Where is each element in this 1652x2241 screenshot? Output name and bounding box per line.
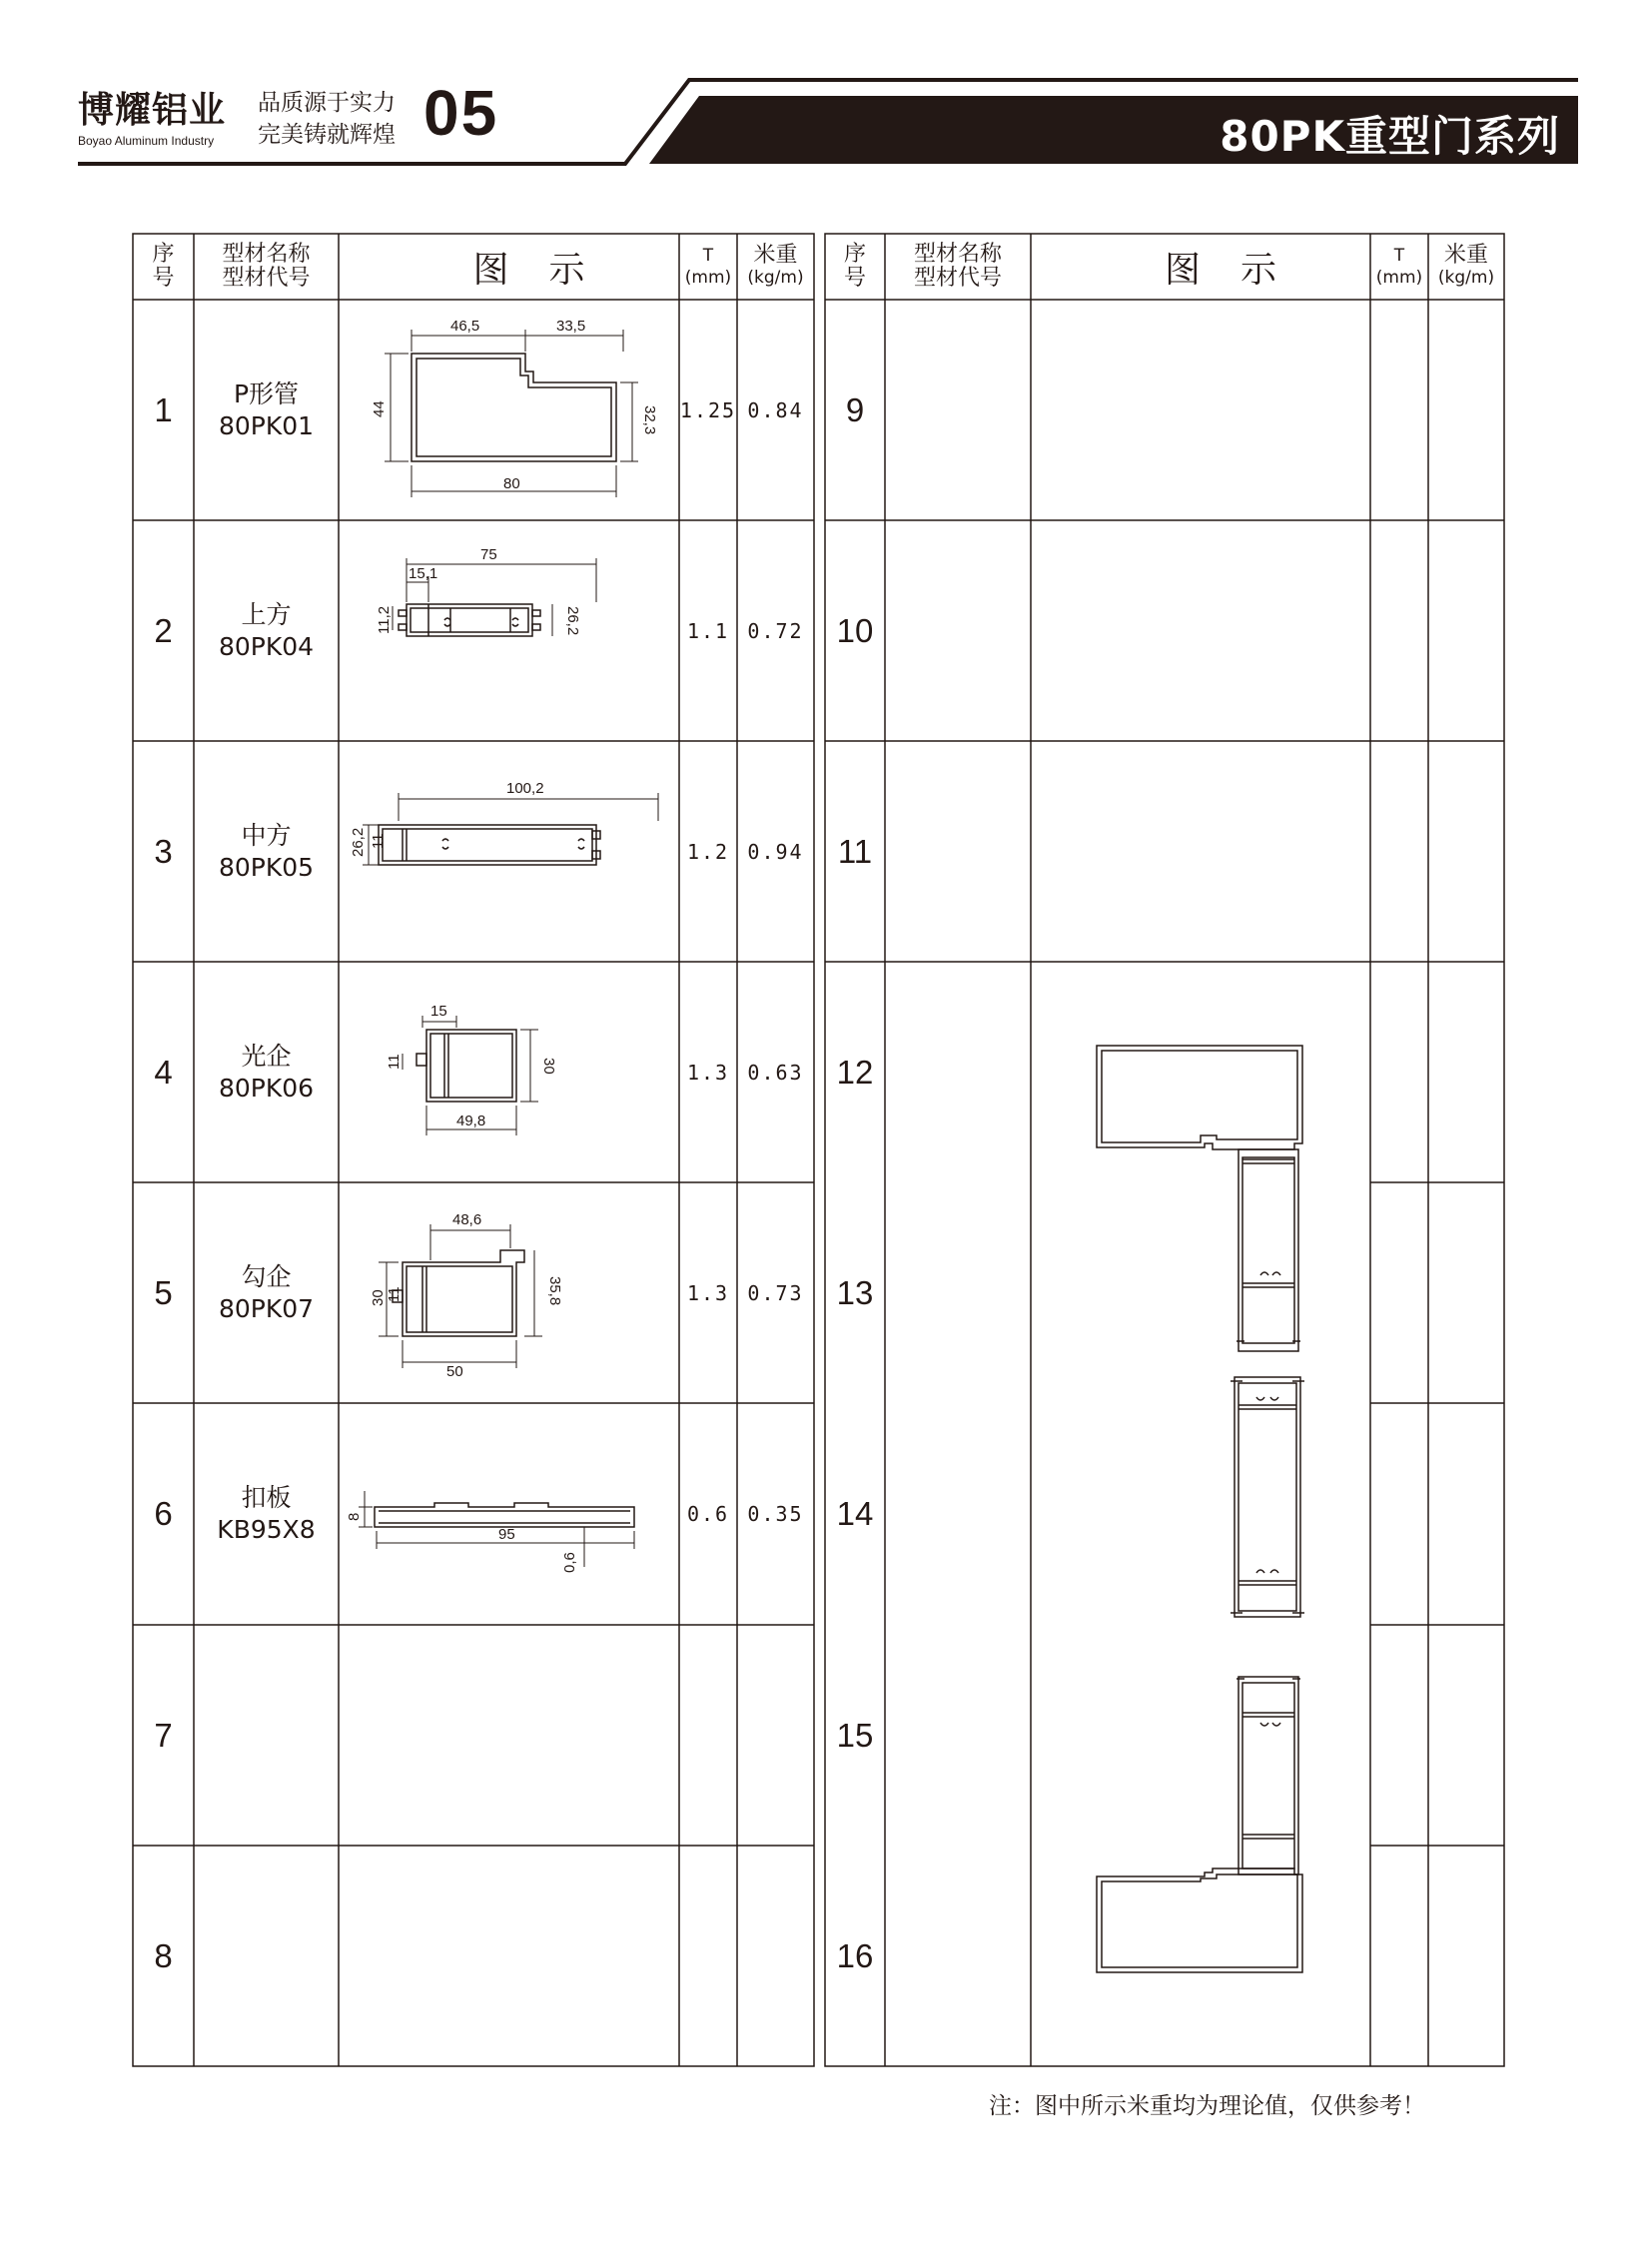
profile-drawing-p07 [339,1182,679,1403]
dim-label: 11,2 [376,605,393,634]
dim-label: 15,1 [409,565,438,582]
weight-value: 0.63 [747,1060,804,1085]
row-number: 9 [845,390,865,428]
dim-label: 30 [540,1058,557,1075]
header-seq: 序 号 [152,242,175,291]
row-number: 8 [154,1936,173,1974]
row-number: 12 [836,1053,874,1091]
assembly-section-drawing [1031,962,1370,2066]
dim-label: 46,5 [450,318,480,335]
dim-label: 75 [480,546,497,563]
dim-label: 100,2 [506,780,544,797]
profile-drawing-p05 [339,741,679,962]
series-title: 80PK重型门系列 [1220,112,1560,161]
header-name: 型材名称 型材代号 [222,242,311,291]
dim-label: 80 [503,475,520,492]
dim-label: 48,6 [452,1211,482,1228]
row-number: 15 [836,1716,874,1754]
page-number: 05 [423,77,499,149]
dim-label: 49,8 [456,1113,486,1129]
weight-value: 0.94 [747,839,804,864]
weight-value: 0.84 [747,397,804,422]
header-weight: 米重 (kg/m) [747,243,804,288]
profile-drawing-p06 [339,962,679,1182]
brand-name-english: Boyao Aluminum Industry [78,134,215,148]
slogan-line-1: 品质源于实力 [258,90,396,116]
profile-name: 扣板 KB95X8 [217,1483,316,1544]
header-seq-right: 序 号 [843,242,866,291]
row-number: 4 [154,1053,173,1091]
dim-label: 26,2 [350,827,367,857]
thickness-value: 1.3 [686,1060,730,1085]
row-number: 7 [154,1716,173,1754]
dim-label: 8 [346,1512,363,1521]
row-number: 1 [154,390,173,428]
profile-drawing-p01 [339,300,679,520]
dim-label: 0,6 [561,1552,578,1573]
dim-label: 11 [386,1286,403,1302]
profile-name: P形管 80PK01 [218,378,315,440]
header-figure-right: 图示 [1164,249,1316,291]
profile-name: 上方 80PK04 [218,599,315,661]
slogan-line-2: 完美铸就辉煌 [258,122,396,148]
header-figure: 图示 [472,249,625,291]
dim-label: 11 [386,1054,403,1070]
row-number: 10 [836,611,874,649]
row-number: 11 [837,832,873,870]
thickness-value: 1.25 [679,397,737,422]
weight-value: 0.35 [747,1502,804,1526]
thickness-value: 0.6 [686,1502,730,1526]
header-weight-right: 米重 (kg/m) [1437,243,1495,288]
dim-label: 30 [370,1289,387,1306]
thickness-value: 1.3 [686,1280,730,1305]
thickness-value: 1.1 [686,618,730,643]
row-number: 3 [154,832,173,870]
dim-label: 95 [498,1526,515,1543]
dim-label: 32,3 [641,405,658,435]
profile-drawing-p04 [339,520,679,741]
row-number: 13 [836,1273,874,1311]
footnote: 注：图中所示米重均为理论值，仅供参考！ [989,2093,1425,2119]
header-t: T (mm) [684,246,732,288]
dim-label: 15 [430,1003,447,1020]
row-number: 6 [154,1495,173,1532]
profile-name: 勾企 80PK07 [218,1261,315,1323]
dim-label: 33,5 [556,318,586,335]
row-number: 14 [836,1495,874,1532]
weight-value: 0.73 [747,1280,804,1305]
dim-label: 50 [446,1363,463,1380]
profile-name: 光企 80PK06 [218,1041,315,1103]
dim-label: 44 [371,400,388,417]
row-number: 2 [154,611,173,649]
weight-value: 0.72 [747,618,804,643]
dim-label: 11 [370,833,387,849]
profile-name: 中方 80PK05 [218,820,315,882]
header-t-right: T (mm) [1375,246,1423,288]
dim-label: 35,8 [546,1276,563,1306]
row-number: 16 [836,1936,874,1974]
header-name-right: 型材名称 型材代号 [913,242,1002,291]
thickness-value: 1.2 [686,839,730,864]
row-number: 5 [154,1273,173,1311]
dim-label: 26,2 [564,606,581,636]
brand-name: 博耀铝业 [78,90,227,131]
profile-drawing-kb [339,1403,679,1625]
